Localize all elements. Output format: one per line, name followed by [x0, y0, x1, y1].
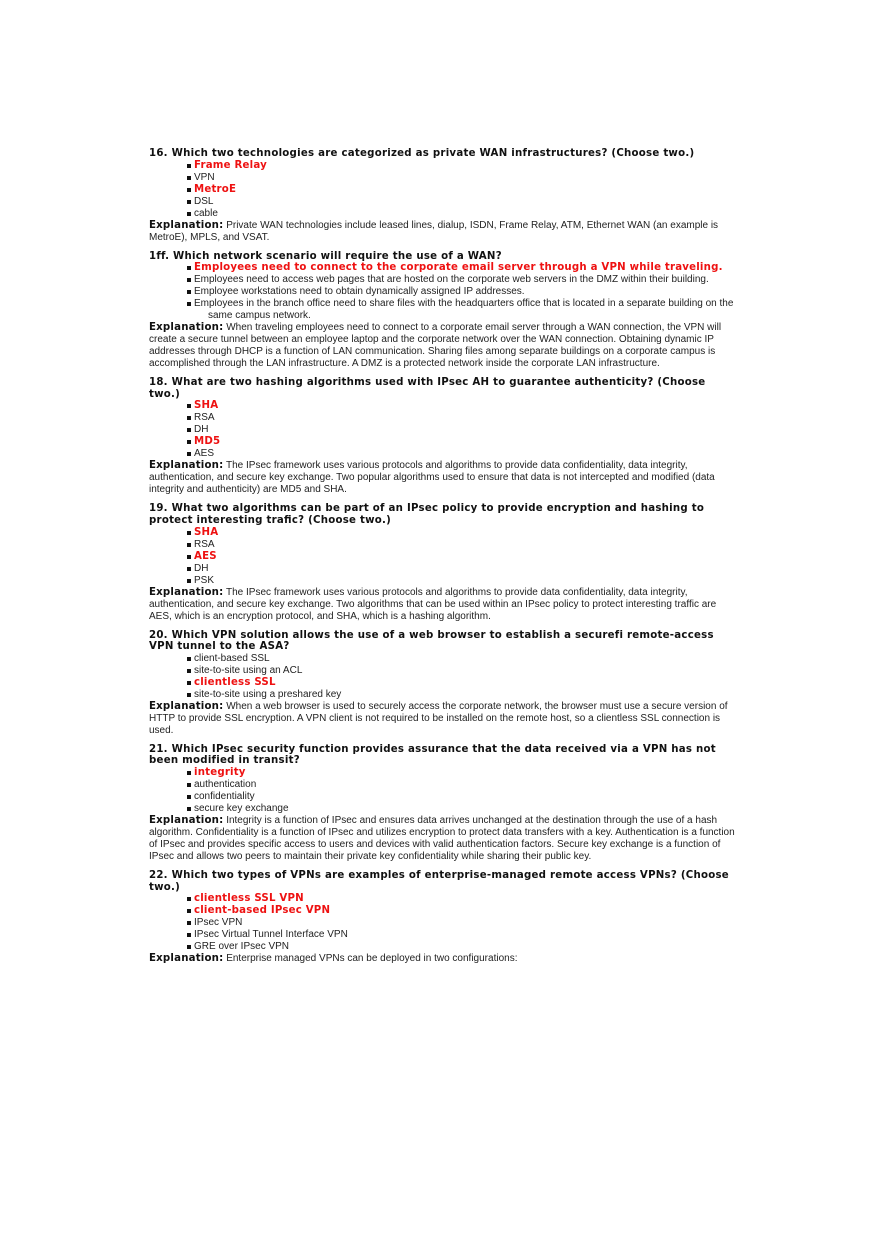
explanation-text: The IPsec framework uses various protocols and algorithms to provide data confidentiality, data integrity, authentication, and secure key exchange. Two algorithms that can be used within an IPsec policy to protect interesting traffic are AES, which is an encryption protocol, and SHA, which is a hashing algorithm. [149, 586, 717, 622]
option-text: GRE over IPsec VPN [194, 941, 290, 953]
answer-option [187, 929, 739, 941]
answer-options [149, 527, 739, 587]
explanation-label: Explanation: [149, 586, 224, 598]
correct-answer-option [187, 400, 739, 412]
answer-options [149, 653, 739, 701]
option-text: VPN [194, 171, 215, 183]
option-text: DH [194, 562, 209, 574]
option-text: Employees need to access web pages that are hosted on the corporate web servers in the DMZ within their building. [194, 274, 709, 286]
option-text: clientless SSL [194, 676, 276, 688]
answer-option [187, 539, 739, 551]
explanation-text: Enterprise managed VPNs can be deployed in two configurations: [226, 953, 518, 965]
correct-answer-option [187, 905, 739, 917]
question-title: 20. Which VPN solution allows the use of a web browser to establish a securefi remote-access VPN tunnel to the ASA? [149, 629, 714, 653]
explanation [149, 953, 739, 965]
question-title: 21. Which IPsec security function provides assurance that the data received via a VPN has not been modified in transit? [149, 743, 716, 767]
correct-answer-option [187, 527, 739, 539]
explanation [149, 815, 739, 863]
answer-option [187, 689, 739, 701]
answer-option [187, 412, 739, 424]
option-text: confidentiality [194, 790, 255, 802]
option-text: authentication [194, 778, 257, 790]
explanation-text: When traveling employees need to connect to a corporate email server through a WAN connection, the VPN will create a secure tunnel between an employee laptop and the corporate network over the WAN connection. Obtaining dynamic IP addresses through DHCP is a function of LAN communication. Sharing files among separate buildings on a corporate campus is accomplished through the LAN infrastructure. A DMZ is a protected network inside the corporate LAN infrastructure. [149, 322, 722, 370]
answer-option [187, 286, 739, 298]
explanation-label: Explanation: [149, 953, 224, 965]
correct-answer-option [187, 436, 739, 448]
option-text: PSK [194, 574, 215, 586]
option-text-continued: same campus network. [208, 310, 311, 322]
explanation-label: Explanation: [149, 322, 224, 334]
answer-option [187, 917, 739, 929]
correct-answer-option [187, 160, 739, 172]
question-title: 16. Which two technologies are categorized as private WAN infrastructures? (Choose two.) [149, 148, 695, 159]
explanation-text: The IPsec framework uses various protocols and algorithms to provide data confidentiality, data integrity, authentication, and secure key exchange. Two popular algorithms used to ensure that data is not intercepted and modified (data integrity and authenticity) are MD5 and SHA. [149, 460, 715, 496]
option-text: integrity [194, 766, 246, 778]
question-title: 18. What are two hashing algorithms used with IPsec AH to guarantee authenticity? (Choose two.) [149, 377, 706, 400]
explanation-label: Explanation: [149, 219, 224, 231]
option-text: RSA [194, 412, 215, 424]
explanation [149, 460, 739, 496]
correct-answer-option [187, 551, 739, 563]
option-text: AES [194, 550, 217, 562]
option-text: Employees need to connect to the corporate email server through a VPN while traveling. [194, 262, 723, 274]
answer-options [149, 893, 739, 953]
question-block [149, 744, 739, 863]
question-block [149, 630, 739, 737]
correct-answer-option [187, 767, 739, 779]
answer-option [187, 448, 739, 460]
question-block [149, 870, 739, 965]
correct-answer-option [187, 184, 739, 196]
question-block [149, 251, 739, 371]
option-text: cable [194, 207, 218, 219]
answer-options [149, 262, 739, 322]
option-text: Frame Relay [194, 159, 267, 171]
explanation-label: Explanation: [149, 460, 224, 472]
correct-answer-option [187, 677, 739, 689]
explanation [149, 587, 739, 623]
answer-option [187, 196, 739, 208]
answer-option [187, 791, 739, 803]
option-text: Employees in the branch office need to share files with the headquarters office that is located in a separate building on the [194, 298, 734, 310]
option-text: Employee workstations need to obtain dynamically assigned IP addresses. [194, 286, 525, 298]
answer-options [149, 160, 739, 220]
explanation-label: Explanation: [149, 700, 224, 712]
quiz-content [149, 148, 739, 972]
option-text: DSL [194, 195, 214, 207]
option-text: AES [194, 448, 215, 460]
question-block [149, 377, 739, 496]
option-text: site-to-site using an ACL [194, 664, 303, 676]
option-text: site-to-site using a preshared key [194, 688, 342, 700]
question-title: 19. What two algorithms can be part of an IPsec policy to provide encryption and hashing to protect interesting traﬁc? (Choose two.) [149, 503, 705, 526]
correct-answer-option [187, 262, 739, 274]
option-text: client-based SSL [194, 652, 270, 664]
answer-option [187, 779, 739, 791]
option-text: clientless SSL VPN [194, 893, 304, 905]
explanation-text: When a web browser is used to securely access the corporate network, the browser must use a secure version of HTTP to provide SSL encryption. A VPN client is not required to be installed on the remote host, so a clientless SSL connection is used. [149, 700, 728, 736]
answer-option [187, 563, 739, 575]
explanation-text: Integrity is a function of IPsec and ensures data arrives unchanged at the destination through the use of a hash algorithm. Confidentiality is a function of IPsec and utilizes encryption to protect data transfers with a key. Authentication is a function of IPsec and provides specific access to users and devices with valid authentication factors. Secure key exchange is a function of IPsec and allows two peers to maintain their private key confidentiality while sharing their public key. [149, 814, 735, 862]
question-block [149, 148, 739, 244]
question-title: 1ff. Which network scenario will require the use of a WAN? [149, 250, 502, 262]
option-text: MetroE [194, 183, 237, 195]
question-block [149, 503, 739, 622]
answer-option [187, 803, 739, 815]
answer-option [187, 172, 739, 184]
answer-option [187, 941, 739, 953]
answer-option [187, 208, 739, 220]
question-title: 22. Which two types of VPNs are examples of enterprise-managed remote access VPNs? (Choose two.) [149, 869, 729, 893]
answer-options [149, 767, 739, 815]
answer-option [187, 575, 739, 587]
option-text: IPsec Virtual Tunnel Interface VPN [194, 929, 348, 941]
answer-option [187, 653, 739, 665]
answer-option [187, 298, 739, 322]
option-text: SHA [194, 526, 219, 538]
explanation-text: Private WAN technologies include leased lines, dialup, ISDN, Frame Relay, ATM, Ethernet WAN (an example is MetroE), MPLS, and VSAT. [149, 219, 719, 243]
explanation [149, 220, 739, 244]
explanation [149, 701, 739, 737]
option-text: SHA [194, 400, 219, 412]
answer-option [187, 424, 739, 436]
correct-answer-option [187, 893, 739, 905]
answer-option [187, 665, 739, 677]
option-text: client-based IPsec VPN [194, 905, 331, 917]
explanation-label: Explanation: [149, 814, 224, 826]
option-text: IPsec VPN [194, 917, 243, 929]
option-text: RSA [194, 538, 215, 550]
option-text: MD5 [194, 436, 221, 448]
answer-options [149, 400, 739, 460]
answer-option [187, 274, 739, 286]
option-text: DH [194, 424, 209, 436]
explanation [149, 322, 739, 370]
option-text: secure key exchange [194, 802, 289, 814]
